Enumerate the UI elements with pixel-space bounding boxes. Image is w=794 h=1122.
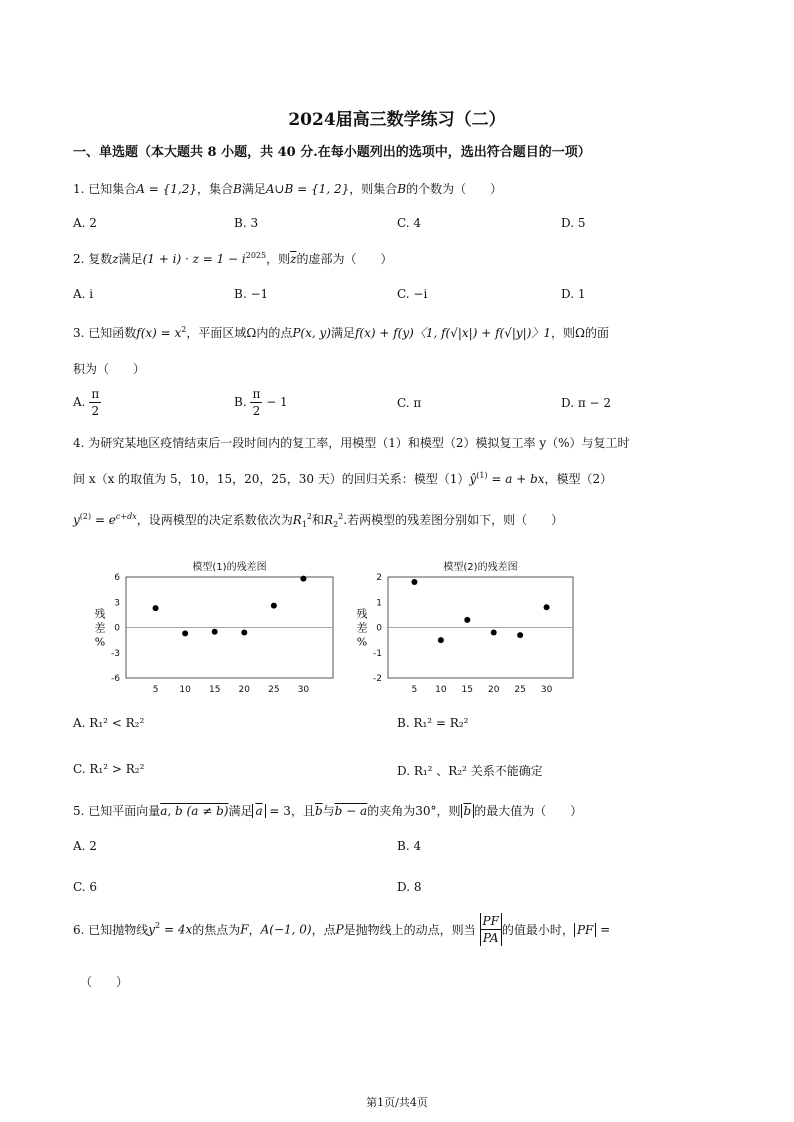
q4-option-b: B. R₁² = R₂² bbox=[397, 716, 469, 730]
y-axis-label: 残 bbox=[356, 607, 368, 621]
x-tick-label: 15 bbox=[461, 685, 474, 695]
x-tick-label: 5 bbox=[411, 685, 418, 695]
y-axis-label: 残 bbox=[94, 607, 106, 621]
q4-option-a: A. R₁² < R₂² bbox=[73, 716, 145, 730]
y-tick-label: -2 bbox=[373, 674, 382, 684]
section-heading: 一、单选题（本大题共 8 小题，共 40 分.在每小题列出的选项中，选出符合题目的一项） bbox=[73, 145, 591, 160]
question-3: 3. 已知函数$f(x) = x^2$，平面区域Ω内的点P(x, y)满足f(x) + f(y)〈1, f(√|x|) + f(√|y|)〉1，则Ω的面 bbox=[73, 325, 609, 340]
y-tick-label: 6 bbox=[114, 573, 120, 583]
q1-option-b: B. 3 bbox=[234, 216, 259, 230]
data-point bbox=[411, 579, 417, 585]
q4-option-d: D. R₁² 、R₂² 关系不能确定 bbox=[397, 764, 543, 778]
data-point bbox=[517, 632, 523, 638]
x-tick-label: 25 bbox=[514, 685, 526, 695]
question-6: 6. 已知抛物线$y^2 = 4x$的焦点为F，A(−1, 0)，点P是抛物线上的动点，则当 $\frac{PF}{PA}$ 的值最小时， PF = bbox=[73, 914, 611, 945]
page-footer: 第1页/共4页 bbox=[366, 1096, 428, 1109]
y-axis-label: 差 bbox=[94, 621, 106, 635]
data-point bbox=[491, 630, 497, 636]
q3-option-d: D. π − 2 bbox=[561, 396, 612, 410]
x-tick-label: 30 bbox=[540, 685, 553, 695]
data-point bbox=[544, 604, 550, 610]
x-tick-label: 25 bbox=[268, 685, 280, 695]
question-3-line-2: 积为（ ） bbox=[73, 362, 146, 376]
y-tick-label: -1 bbox=[373, 648, 382, 659]
residual-chart-model-2 bbox=[347, 552, 584, 702]
question-5: 5. 已知平面向量a, b (a ≠ b)满足 $\overline{a} = 3$，且$\overline{b}$与b − a的夹角为30°，则 $\overline{b}$ 的最大值为（ ） bbox=[73, 804, 583, 818]
q5-option-c: C. 6 bbox=[73, 880, 98, 894]
q3-option-a: A. $\frac{\pi}{2}$ bbox=[73, 387, 100, 418]
q1-option-a: A. 2 bbox=[73, 216, 97, 230]
q3-option-b: B. $\frac{\pi}{2}$ − 1 bbox=[234, 387, 288, 418]
q4-option-c: C. R₁² > R₂² bbox=[73, 762, 145, 776]
y-tick-label: 0 bbox=[376, 623, 382, 634]
question-4-line-3: $y^{(2)} = e^{c+dx}$，设两模型的决定系数依次为$R_1^2$和$R_2^2$.若两模型的残差图分别如下，则（ ） bbox=[73, 512, 564, 529]
q5-option-d: D. 8 bbox=[397, 880, 422, 894]
x-tick-label: 20 bbox=[487, 685, 500, 695]
data-point bbox=[182, 630, 188, 636]
q5-option-b: B. 4 bbox=[397, 839, 422, 853]
x-tick-label: 30 bbox=[297, 685, 310, 695]
y-axis-label: 差 bbox=[356, 621, 368, 635]
x-tick-label: 10 bbox=[179, 685, 191, 695]
y-tick-label: 2 bbox=[376, 573, 382, 583]
q2-option-c: C. −i bbox=[397, 287, 428, 301]
y-tick-label: 3 bbox=[114, 598, 120, 609]
data-point bbox=[300, 576, 306, 582]
y-tick-label: -3 bbox=[111, 648, 120, 659]
q2-option-d: D. 1 bbox=[561, 287, 586, 301]
x-tick-label: 20 bbox=[238, 685, 251, 695]
y-tick-label: 1 bbox=[376, 598, 382, 609]
question-4-line-2: 间 x（x 的取值为 5，10，15，20，25，30 天）的回归关系：模型$(1)ŷ^{(1)} = a$ + bx，模型（2） bbox=[73, 471, 613, 486]
x-tick-label: 5 bbox=[152, 685, 159, 695]
question-1: 1. 已知集合A = {1,2}，集合B满足A∪B = {1, 2}，则集合B的个数为（ ） bbox=[73, 182, 503, 196]
y-axis-label: % bbox=[356, 635, 368, 649]
y-tick-label: 0 bbox=[114, 623, 120, 634]
page-title: 2024届高三数学练习（二） bbox=[288, 110, 506, 130]
q2-option-b: B. −1 bbox=[234, 287, 269, 301]
question-6-line-2: （ ） bbox=[80, 975, 129, 989]
y-tick-label: -6 bbox=[111, 674, 120, 684]
q2-option-a: A. i bbox=[73, 287, 94, 301]
x-tick-label: 10 bbox=[435, 685, 447, 695]
data-point bbox=[271, 603, 277, 609]
data-point bbox=[438, 637, 444, 643]
q1-option-c: C. 4 bbox=[397, 216, 422, 230]
q5-option-a: A. 2 bbox=[73, 839, 97, 853]
q3-option-c: C. π bbox=[397, 396, 422, 410]
chart-title: 模型(1)的残差图 bbox=[192, 562, 267, 573]
data-point bbox=[241, 630, 247, 636]
chart-title: 模型(2)的残差图 bbox=[443, 562, 518, 573]
question-4: 4. 为研究某地区疫情结束后一段时间内的复工率，用模型（1）和模型（2）模拟复工率 y（%）与复工时 bbox=[73, 436, 630, 450]
data-point bbox=[153, 605, 159, 611]
data-point bbox=[212, 629, 218, 635]
data-point bbox=[464, 617, 470, 623]
x-tick-label: 15 bbox=[208, 685, 221, 695]
y-axis-label: % bbox=[94, 635, 106, 649]
q1-option-d: D. 5 bbox=[561, 216, 586, 230]
residual-chart-model-1 bbox=[85, 552, 350, 702]
question-2: 2. 复数z满足$(1 + i) \cdot z = 1 - i^{2025}$，则$\overline{z}$的虚部为（ ） bbox=[73, 251, 393, 266]
